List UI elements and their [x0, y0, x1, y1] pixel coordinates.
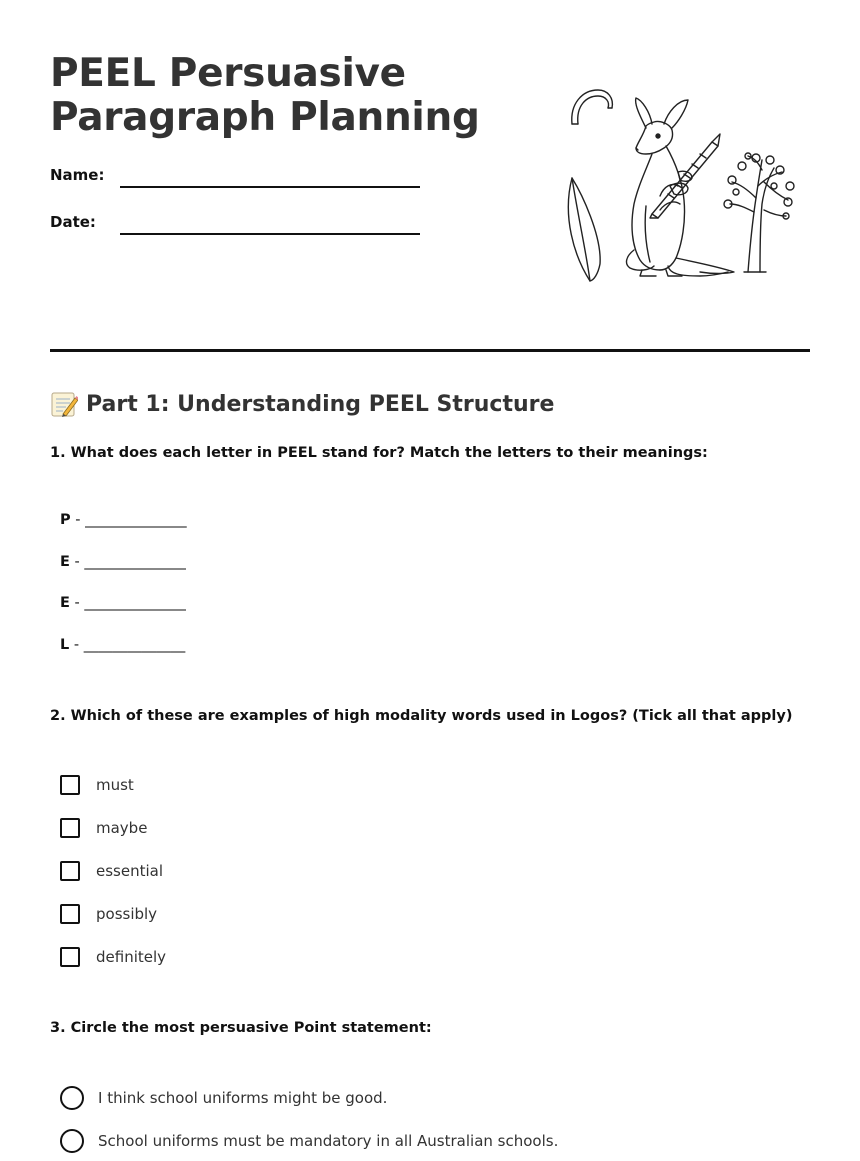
checkbox[interactable]: [60, 861, 80, 881]
peel-letter: E: [60, 595, 70, 611]
leaf-icon: [568, 178, 600, 281]
peel-letter: L: [60, 637, 70, 653]
checkbox-option[interactable]: [60, 902, 157, 926]
kangaroo-illustration: [560, 86, 800, 286]
checkbox-option[interactable]: [60, 773, 134, 797]
checkbox-option[interactable]: [60, 945, 166, 969]
peel-letter: E: [60, 554, 70, 570]
question-3: 3. Circle the most persuasive Point statement:: [50, 1020, 432, 1036]
question-2: 2. Which of these are examples of high modality words used in Logos? (Tick all that apply): [50, 708, 793, 724]
memo-icon: [50, 390, 78, 418]
peel-row-e1[interactable]: [60, 554, 186, 570]
peel-letter: P: [60, 512, 71, 528]
peel-blank[interactable]: - ______________: [70, 512, 187, 528]
page-title: [50, 52, 490, 140]
checkbox[interactable]: [60, 818, 80, 838]
checkbox[interactable]: [60, 775, 80, 795]
peel-blank[interactable]: - ______________: [69, 554, 186, 570]
radio-label: I think school uniforms might be good.: [98, 1089, 388, 1107]
peel-row-l[interactable]: [60, 637, 185, 653]
checkbox[interactable]: [60, 947, 80, 967]
radio-option[interactable]: [60, 1086, 387, 1110]
checkbox-option[interactable]: [60, 859, 163, 883]
question-1: 1. What does each letter in PEEL stand for? Match the letters to their meanings:: [50, 445, 708, 461]
checkbox-label: definitely: [96, 948, 167, 966]
wattle-tree-icon: [724, 153, 794, 272]
radio-circle[interactable]: [60, 1129, 84, 1153]
radio-label: School uniforms must be mandatory in all Australian schools.: [98, 1132, 559, 1150]
title-line-2: Paragraph Planning: [50, 95, 480, 140]
radio-circle[interactable]: [60, 1086, 84, 1110]
checkbox-label: essential: [96, 862, 164, 880]
date-write-line[interactable]: [120, 233, 420, 235]
part1-heading: [50, 388, 554, 420]
peel-blank[interactable]: - ______________: [69, 595, 186, 611]
radio-option[interactable]: [60, 1129, 558, 1153]
date-label: Date:: [50, 213, 96, 231]
part1-heading-text: Part 1: Understanding PEEL Structure: [86, 391, 555, 417]
peel-row-e2[interactable]: [60, 595, 186, 611]
title-line-1: PEEL Persuasive: [50, 51, 406, 96]
checkbox-option[interactable]: [60, 816, 147, 840]
checkbox-label: maybe: [96, 819, 148, 837]
paw-icon: [678, 171, 692, 181]
peel-blank[interactable]: - ______________: [69, 637, 186, 653]
name-label: Name:: [50, 166, 105, 184]
checkbox-label: possibly: [96, 905, 158, 923]
name-write-line[interactable]: [120, 186, 420, 188]
boomerang-icon: [572, 90, 613, 124]
peel-row-p[interactable]: [60, 512, 187, 528]
checkbox[interactable]: [60, 904, 80, 924]
date-field[interactable]: [50, 213, 420, 237]
header-divider: [50, 349, 810, 352]
checkbox-label: must: [96, 776, 134, 794]
name-field[interactable]: [50, 166, 420, 190]
